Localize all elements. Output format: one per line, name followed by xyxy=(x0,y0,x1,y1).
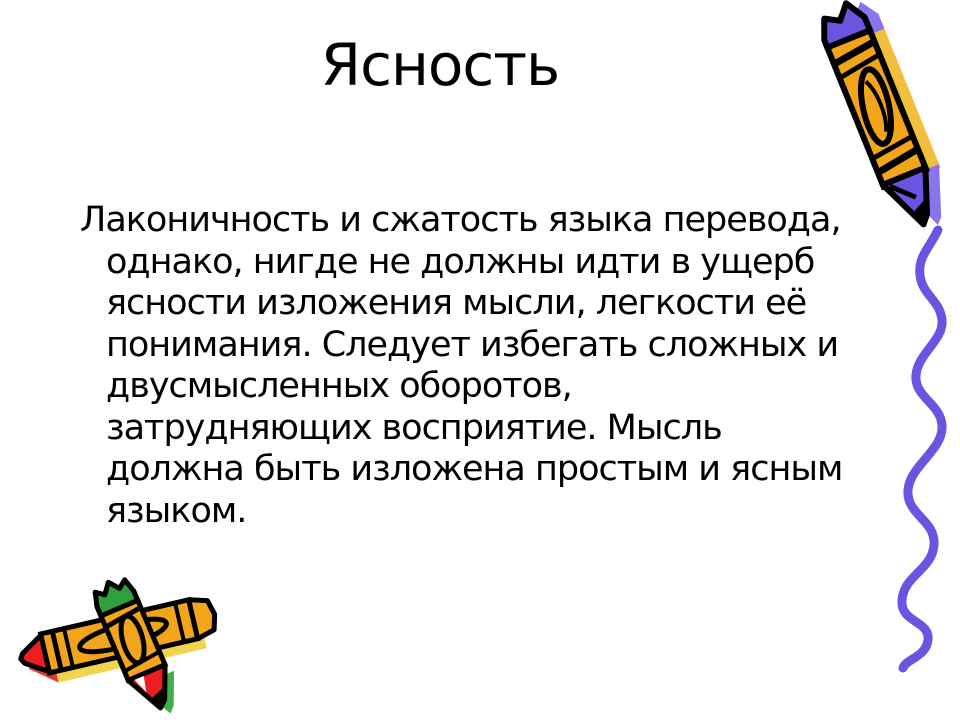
body-line: должна быть изложена простым и ясным xyxy=(106,449,843,489)
body-line: затрудняющих восприятие. Мысль xyxy=(106,407,722,448)
body-line: Лаконичность и сжатость языка перевода, xyxy=(80,200,841,240)
body-line: понимания. Следует избегать сложных и xyxy=(106,324,839,365)
purple-squiggle-line xyxy=(880,215,960,680)
body-line: однако, нигде не должны идти в ущерб xyxy=(106,241,815,282)
body-line: языком. xyxy=(106,490,247,531)
body-text-block xyxy=(80,200,880,532)
body-line: двусмысленных оборотов, xyxy=(106,366,572,406)
slide-title: Ясность xyxy=(320,31,560,99)
pencil-crayon-icon xyxy=(798,0,960,250)
crayon-pile-icon xyxy=(15,573,240,718)
body-line: ясности изложения мысли, легкости её xyxy=(106,283,807,323)
